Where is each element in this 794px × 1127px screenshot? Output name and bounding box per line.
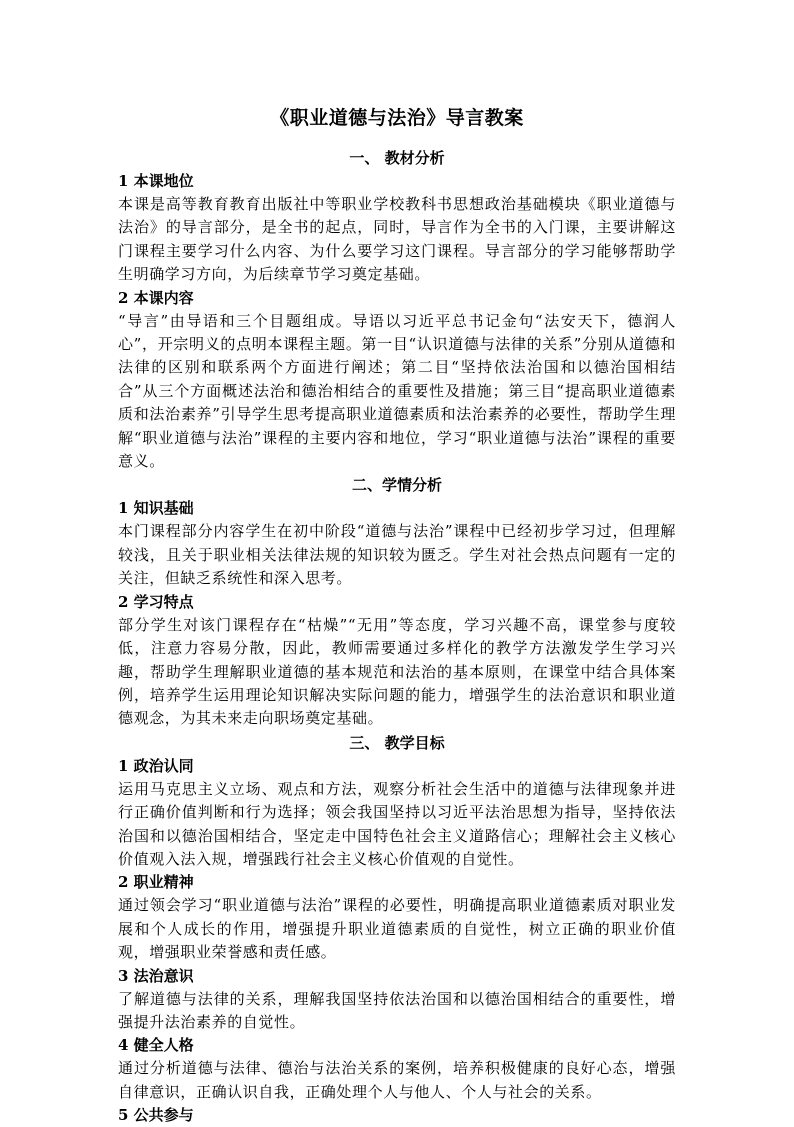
subsection-knowledge-base (118, 497, 676, 590)
subsection-heading: 1 本课地位 (118, 172, 194, 190)
subsection-sound-personality (118, 1034, 676, 1104)
subsection-course-position (118, 170, 676, 287)
section-textbook-analysis (118, 146, 676, 473)
paragraph: 运用马克思主义立场、观点和方法，观察分析社会生活中的道德与法律现象并进行正确价值判断和行为选择；领会我国坚持以习近平法治思想为指导，坚持依法治国和以德治国相结合，坚定走中国特色社会主义道路信心；理解社会主义核心价值观入法入规，增强践行社会主义核心价值观的自觉性。 (118, 779, 676, 868)
document-title: 《职业道德与法治》导言教案 (270, 107, 524, 129)
paragraph: 本门课程部分内容学生在初中阶段“道德与法治”课程中已经初步学习过，但理解较浅，且关于职业相关法律法规的知识较为匮乏。学生对社会热点问题有一定的关注，但缺乏系统性和深入思考。 (118, 522, 676, 588)
subsection-heading: 2 学习特点 (118, 592, 194, 611)
subsection-rule-of-law (118, 965, 676, 1035)
paragraph: 部分学生对该门课程存在“枯燥”“无用”等态度，学习兴趣不高，课堂参与度较低，注意力容易分散，因此，教师需要通过多样化的教学方法激发学生学习兴趣，帮助学生理解职业道德的基本规范和法治的基本原则，在课堂中结合具体案例，培养学生运用理论知识解决实际问题的能力，增强学生的法治意识和职业道德观念，为其未来走向职场奠定基础。 (118, 615, 676, 728)
paragraph: “导言”由导语和三个目题组成。导语以习近平总书记金句“法安天下，德润人心”，开宗明义的点明本课程主题。第一目“认识道德与法律的关系”分别从道德和法律的区别和联系两个方面进行阐述；第二目“坚持依法治国和以德治国相结合”从三个方面概述法治和德治相结合的重要性及措施；第三目“提高职业道德素质和法治素养”引导学生思考提高职业道德素质和法治素养的必要性，帮助学生理解“职业道德与法治”课程的主要内容和地位，学习“职业道德与法治”课程的重要意义。 (118, 311, 676, 471)
document-body (118, 104, 676, 1127)
subsection-political-identity (118, 755, 676, 872)
paragraph: 通过领会学习“职业道德与法治”课程的必要性，明确提高职业道德素质对职业发展和个人成长的作用，增强提升职业道德素质的自觉性，树立正确的职业价值观，增强职业荣誉感和责任感。 (118, 896, 676, 962)
subsection-heading: 4 健全人格 (118, 1036, 194, 1055)
section-teaching-goals (118, 731, 676, 1127)
subsection-public-participation (118, 1104, 676, 1127)
subsection-heading: 5 公共参与 (118, 1106, 194, 1125)
paragraph: 本课是高等教育教育出版社中等职业学校教科书思想政治基础模块《职业道德与法治》的导言部分，是全书的起点，同时，导言作为全书的入门课，主要讲解这门课程主要学习什么内容、为什么要学习这门课程。导言部分的学习能够帮助学生明确学习方向，为后续章节学习奠定基础。 (118, 195, 676, 284)
subsection-heading: 2 职业精神 (118, 873, 194, 892)
subsection-heading: 1 知识基础 (118, 499, 194, 518)
paragraph: 了解道德与法律的关系，理解我国坚持依法治国和以德治国相结合的重要性，增强提升法治素养的自觉性。 (118, 989, 676, 1031)
section-heading: 一、 教材分析 (349, 149, 445, 167)
subsection-heading: 3 法治意识 (118, 966, 194, 985)
paragraph: 通过分析道德与法律、德治与法治关系的案例，培养积极健康的良好心态，增强自律意识，正确认识自我，正确处理个人与他人、个人与社会的关系。 (118, 1059, 676, 1101)
subsection-course-content (118, 287, 676, 474)
subsection-heading: 2 本课内容 (118, 288, 194, 307)
section-heading: 二、学情分析 (351, 476, 442, 495)
section-heading: 三、 教学目标 (349, 733, 445, 752)
section-learner-analysis (118, 473, 676, 730)
subsection-learning-traits (118, 591, 676, 731)
subsection-heading: 1 政治认同 (118, 756, 194, 775)
subsection-professional-spirit (118, 871, 676, 964)
